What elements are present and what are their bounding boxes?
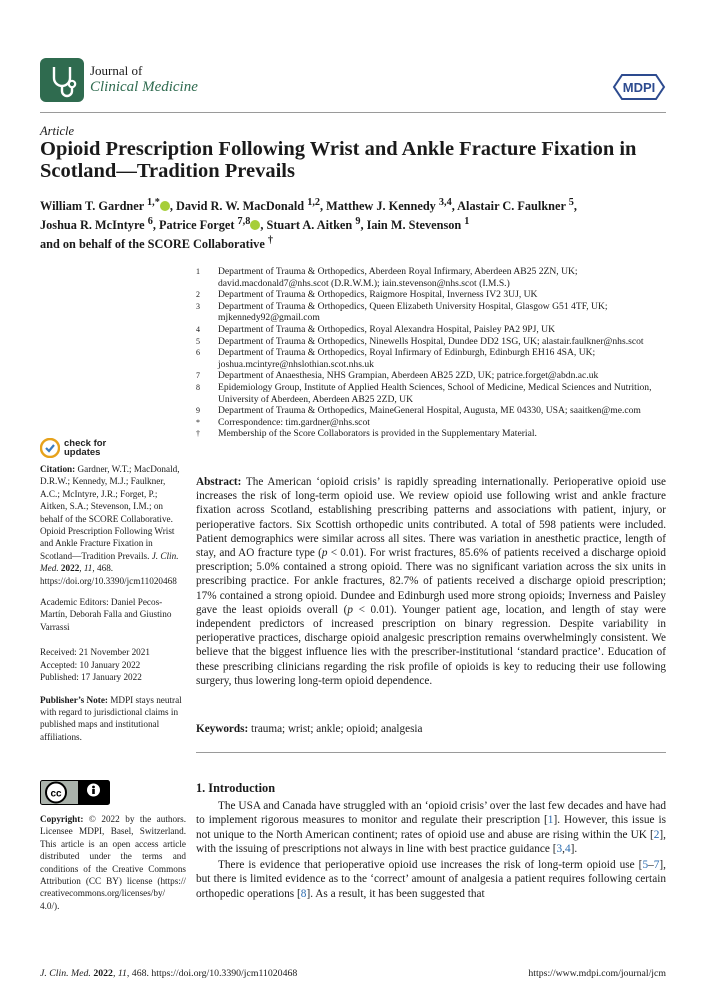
affiliation-mark: 7 [196,371,200,381]
check-for-updates-icon [40,438,60,458]
citation-journal: J. Clin. Med. [40,550,179,574]
publisher-note-text: MDPI stays neutral with regard to jurisdictional claims in published maps and institutional affiliations. [40,694,182,742]
author-name: , David R. W. MacDonald [169,199,308,214]
author-affiliation-mark: 7,8 [237,216,251,228]
affiliation-item [196,336,666,348]
affiliation-text: Epidemiology Group, Institute of Applied Health Sciences, School of Medicine, Medical Sciences and Nutrition, University of Aberdeen, Aberdeen AB25 2ZD, UK [218,381,652,405]
paragraph-text: ]. However, this issue is not unique to the North American continent; rates of opioid use and abuse are rising within the UK [ [196,814,666,841]
affiliation-text: Department of Trauma & Orthopedics, Royal Alexandra Hospital, Paisley PA2 9PJ, UK [218,323,555,335]
paragraph-text: There is evidence that perioperative opioid use increases the risk of long-term opioid use [ [218,859,643,872]
author-name: Joshua R. McIntyre [40,218,148,233]
affiliation-mark: 9 [196,406,200,416]
reference-link[interactable]: 1 [547,814,554,827]
p-value-symbol: p [321,547,328,560]
copyright-label: Copyright: [40,814,84,824]
author-affiliation-mark: 6 [147,216,153,228]
paragraph-text: The USA and Canada have struggled with an ‘opioid crisis’ over the last few decades and have had to implement rigorous measures to monitor and regulate their prescription [ [196,800,666,827]
affiliation-item [196,301,666,324]
stethoscope-icon [40,58,84,102]
citation-doi-link[interactable]: , 468. https://doi.org/10.3390/jcm11020468 [40,563,177,586]
footer-citation [40,968,297,979]
mdpi-logo [612,73,666,101]
header-divider [40,112,666,113]
author-affiliation-mark: 1,2 [307,197,321,208]
publisher-note [40,694,186,744]
abstract-text: < 0.01). Younger patient age, location, and length of stay were independent predictors of increased prescription on binary regression. Despite variability in perioperative practices, discharge opioid analgesic prescription remains overwhelmingly consistent. We believe that the biggest influence lies with the prescriber-institutional ‘standard practice’. Education of these prescribing clinicians regarding the risk profile of opioids is key to reducing their use following surgery, thus lowering long-term opioid dependence. [196,603,666,687]
check-for-updates-line1: check for [64,438,107,449]
received-date: Received: 21 November 2021 [40,647,150,658]
author-affiliation-mark: 3,4 [438,197,452,208]
affiliation-text: Department of Trauma & Orthopedics, Ninewells Hospital, Dundee DD2 1SG, UK; alastair.faulkner@nhs.scot [218,335,644,347]
check-for-updates-label [64,439,106,457]
citation-volume: , 11 [79,563,93,574]
reference-link[interactable]: 8 [300,887,307,900]
journal-name-line2: Clinical Medicine [90,79,198,95]
paragraph-text: ]. As a result, it has been suggested that [306,887,485,900]
author-name: William T. Gardner [40,199,148,214]
p-value-symbol: p [347,603,353,616]
author-name: , Patrice Forget [152,218,238,233]
reference-link[interactable]: 2 [653,828,660,841]
footer-volume: , 11 [112,968,127,979]
affiliation-text: Department of Anaesthesia, NHS Grampian, Aberdeen AB25 2ZD, UK; patrice.forget@abdn.ac.uk [218,370,599,382]
footer-year: 2022 [90,968,113,979]
affiliation-text: Department of Trauma & Orthopedics, Queen Elizabeth University Hospital, Glasgow G51 4TF, UK; mjkennedy92@gmail.com [218,300,608,324]
reference-link[interactable]: 4 [564,842,571,855]
affiliation-text: Correspondence: tim.gardner@nhs.scot [218,416,370,428]
paragraph-text: ], with the issuing of prescriptions not always in line with best practice guidance [ [196,828,666,855]
affiliation-item [196,382,666,405]
affiliation-mark: 1 [196,267,200,276]
author-affiliation-mark: * [154,197,160,208]
paragraph [196,858,666,901]
journal-name-line1: Journal of [90,63,143,78]
affiliation-mark: * [196,417,200,427]
author-affiliation-mark: 1, [147,197,155,208]
affiliation-text: Membership of the Score Collaborators is provided in the Supplementary Material. [218,428,537,440]
paragraph-text: , [562,842,565,855]
author-affiliation-mark: † [267,235,273,247]
svg-text:cc: cc [50,788,62,800]
copyright-text: © 2022 by the authors. Licensee MDPI, Basel, Switzerland. This article is an open access article distributed under the terms and conditions of the Creative Commons Attribution (CC BY) license (https:// creativecommons.org/licenses/by/ 4.0/). [40,814,186,911]
footer-doi-link[interactable]: , 468. https://doi.org/10.3390/jcm11020468 [126,968,298,979]
cc-by-badge[interactable] [40,780,110,805]
paragraph [196,799,666,856]
keywords-divider [196,752,666,753]
reference-link[interactable]: 5 [642,859,649,872]
affiliation-mark: 4 [196,324,200,334]
affiliation-text: Department of Trauma & Orthopedics, MaineGeneral Hospital, Augusta, ME 04330, USA; saaitken@me.com [218,405,641,417]
mdpi-logo-text: MDPI [622,80,656,95]
journal-logo [40,58,84,102]
published-date: Published: 17 January 2022 [40,672,142,683]
accepted-date: Accepted: 10 January 2022 [40,659,141,670]
author-list [40,195,660,252]
affiliation-text: Department of Trauma & Orthopedics, Raigmore Hospital, Inverness IV2 3UJ, UK [218,289,538,301]
publisher-note-label: Publisher’s Note: [40,694,108,705]
affiliations-list [196,266,666,440]
affiliation-item [196,417,666,429]
cc-by-icon [40,780,110,805]
affiliation-mark: 2 [196,290,200,300]
abstract-label: Abstract: [196,476,242,488]
orcid-icon[interactable] [250,220,260,230]
introduction-body [196,799,666,903]
citation-block [40,463,186,587]
reference-link[interactable]: 7 [653,859,660,872]
abstract-text: The American ‘opioid crisis’ is rapidly spreading internationally. Perioperative opioid use increases the risk of long-term opioid use. We review opioid use following wrist and ankle fracture fixation across Scotland, establishing prescribing patterns and associations with patient, injury, or perioperative factors. Six Scottish orthopedic units contributed. A total of 598 patients were included. Patient demographics were similar across all sites. There was variation in anesthetic practice, length of stay, and AO fracture type ( [196,476,666,560]
abstract [196,475,666,688]
check-for-updates-badge[interactable] [40,438,150,458]
affiliation-item [196,289,666,301]
orcid-icon[interactable] [160,201,170,211]
affiliation-item [196,405,666,417]
journal-name [90,63,198,95]
affiliation-item [196,324,666,336]
author-affiliation-mark: 5 [568,197,574,208]
author-name: , Matthew J. Kennedy [320,199,439,214]
author-separator: , [573,199,577,214]
author-affiliation-mark: 1 [464,216,470,228]
keywords-label: Keywords: [196,723,249,735]
footer-journal: J. Clin. Med. [40,968,91,979]
paragraph-text: ]. [570,842,578,855]
keywords [196,723,666,735]
citation-year: 2022 [58,563,80,574]
author-name: , Stuart A. Aitken [260,218,356,233]
paragraph-text: – [648,859,654,872]
academic-editors: Academic Editors: Daniel Pecos-Martín, Deborah Falla and Giustino Varrassi [40,597,172,632]
author-name: , Alastair C. Faulkner [451,199,569,214]
keywords-text: trauma; wrist; ankle; opioid; analgesia [248,723,423,735]
affiliation-text: Department of Trauma & Orthopedics, Aberdeen Royal Infirmary, Aberdeen AB25 2ZN, UK; david.macdonald7@nhs.scot (D.R.W.M.); iain.stevenson@nhs.scot (I.M.S.) [218,266,578,289]
affiliation-mark: † [196,429,200,439]
reference-link[interactable]: 3 [556,842,563,855]
abstract-text: < 0.01). For wrist fractures, 85.6% of patients received a discharge opioid prescription; 5.0% contained a strong opioid. There was no significant variation across the six units in prescribing practice. For ankle fractures, 82.7% of patients received a discharge opioid prescription; 17% contained a strong opioid. Dundee and Edinburgh used more strong opioids; Inverness and Paisley gave the least opioids overall ( [196,547,667,616]
citation-text: Gardner, W.T.; MacDonald, D.R.W.; Kennedy, M.J.; Faulkner, A.C.; McIntyre, J.R.; Forget, P.; Aitken, S.A.; Stevenson, I.M.; on behalf of the SCORE Collaborative. Opioid Prescription Following Wrist and Ankle Fracture Fixation in Scotland—Tradition Prevails. [40,464,180,561]
section-heading: 1. Introduction [196,781,276,795]
check-for-updates-line2: updates [64,447,101,458]
affiliation-item [196,428,666,440]
footer-journal-url[interactable]: https://www.mdpi.com/journal/jcm [528,968,666,979]
affiliation-mark: 5 [196,336,200,346]
affiliation-item [196,370,666,382]
citation-label: Citation: [40,464,76,474]
affiliation-mark: 6 [196,348,200,358]
author-group: and on behalf of the SCORE Collaborative [40,237,268,252]
affiliation-text: Department of Trauma & Orthopedics, Royal Infirmary of Edinburgh, Edinburgh EH16 4SA, UK; joshua.mcintyre@nhslothian.scot.nhs.uk [218,347,596,370]
author-affiliation-mark: 9 [355,216,361,228]
paragraph-text: ], but there is limited evidence as to the ‘correct’ amount of analgesia a patient requires following certain orthopedic operations [ [196,859,666,900]
copyright-notice [40,813,186,912]
article-type: Article [40,124,75,138]
author-name: , Iain M. Stevenson [360,218,465,233]
article-sidebar [40,463,186,752]
article-title: Opioid Prescription Following Wrist and Ankle Fracture Fixation in Scotland—Tradition Prevails [40,138,637,182]
affiliation-item [196,347,666,370]
affiliation-mark: 8 [196,382,200,392]
affiliation-item [196,266,666,289]
affiliation-mark: 3 [196,301,200,311]
